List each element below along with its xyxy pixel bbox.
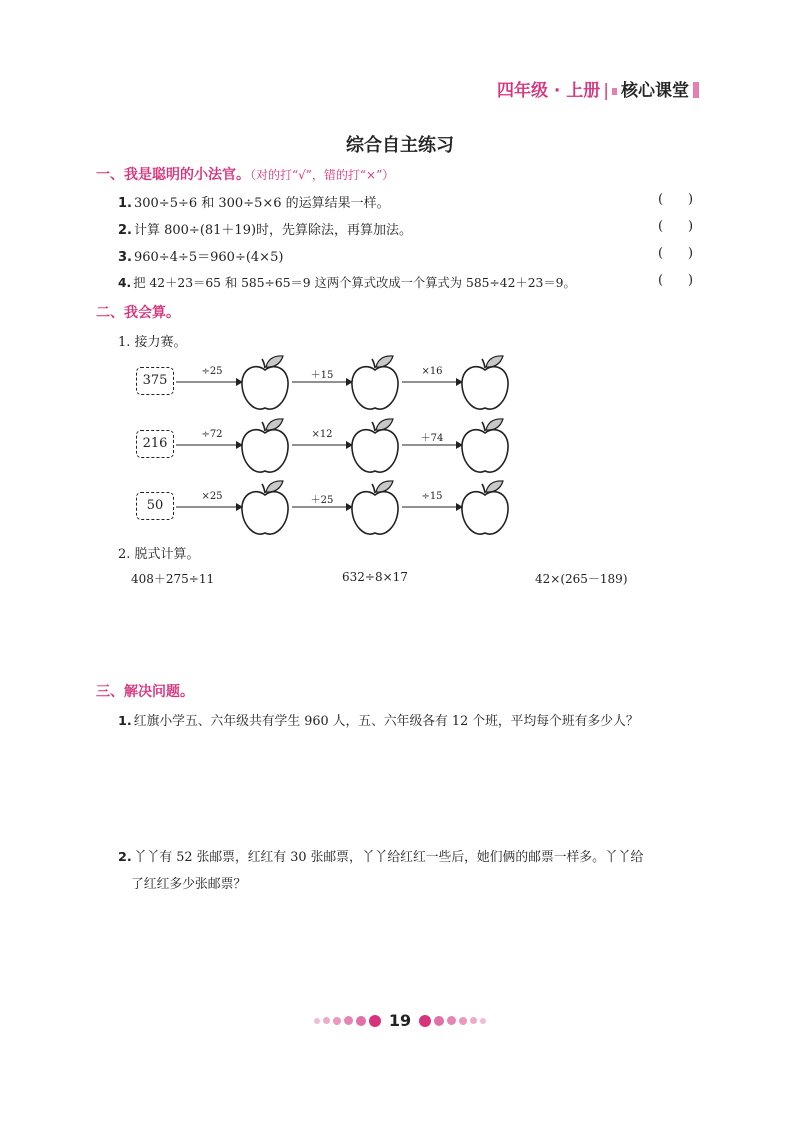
problem-text-2: 丫丫有 52 张邮票，红红有 30 张邮票，丫丫给红红一些后，她们俩的邮票一样多。丫丫给 [133,850,644,865]
judge-question-1 [118,192,390,211]
problem-2-line-2: 了红红多少张邮票？ [131,877,247,892]
answer-paren-3[interactable]: ( ) [658,246,694,261]
relay-op-2-1: ÷72 [201,429,223,440]
judge-text-3: 960÷4÷5＝960÷(4×5) [133,250,284,265]
relay-arrow-2-3 [400,441,464,449]
page-footer [0,1010,800,1030]
calc-label: 2. 脱式计算。 [118,547,200,562]
problem-number-2: 2. [118,850,132,865]
answer-paren-1[interactable]: ( ) [658,192,694,207]
footer-dot-icon [419,1015,431,1027]
apple-answer-2-3[interactable] [461,418,511,474]
relay-arrow-1-3 [400,378,464,386]
footer-dot-icon [344,1016,353,1025]
relay-arrow-2-2 [290,441,354,449]
header-course: 核心课堂 [621,81,690,101]
apple-answer-3-3[interactable] [461,480,511,536]
apple-answer-1-1[interactable] [241,355,291,411]
judge-number-1: 1. [118,196,132,211]
page-number: 19 [388,1011,412,1030]
section2-heading: 二、我会算。 [96,305,180,321]
relay-start-1: 375 [136,367,174,395]
judge-question-3 [118,246,283,265]
calc-expr-1: 408＋275÷11 [131,572,215,586]
judge-text-2: 计算 800÷(81＋19)时，先算除法，再算加法。 [133,223,413,238]
section1-heading-text: 一、我是聪明的小法官。 [96,167,250,183]
relay-label: 1. 接力赛。 [118,335,187,350]
relay-start-3: 50 [136,492,174,520]
header-separator: | [603,81,610,101]
problem-text-1: 红旗小学五、六年级共有学生 960 人，五、六年级各有 12 个班，平均每个班有多少人？ [133,714,639,729]
judge-question-4 [118,273,576,291]
relay-op-1-1: ÷25 [201,366,223,377]
footer-dot-icon [369,1015,381,1027]
relay-arrow-1-2 [290,378,354,386]
relay-arrow-3-1 [174,503,244,511]
relay-op-3-3: ÷15 [421,491,443,502]
relay-op-1-2: ＋15 [310,370,334,381]
apple-answer-2-2[interactable] [351,418,401,474]
judge-number-4: 4. [118,276,132,290]
footer-dot-icon [333,1017,341,1025]
section1-note: （对的打“√”，错的打“×”） [250,168,395,182]
footer-dot-icon [323,1017,330,1024]
apple-answer-3-1[interactable] [241,480,291,536]
answer-paren-4[interactable]: ( ) [658,273,694,288]
problem-1 [118,710,639,729]
calc-expr-2: 632÷8×17 [342,570,408,584]
footer-dot-icon [480,1018,486,1024]
apple-answer-3-2[interactable] [351,480,401,536]
section3-heading: 三、解决问题。 [96,684,194,700]
relay-arrow-2-1 [174,441,244,449]
calc-expr-3: 42×(265－189) [535,572,628,586]
problem-2-line-1 [118,846,643,865]
header-bar-icon [693,82,699,98]
apple-answer-2-1[interactable] [241,418,291,474]
judge-text-4: 把 42＋23＝65 和 585÷65＝9 这两个算式改成一个算式为 585÷42＋23＝9。 [133,276,576,290]
relay-op-3-1: ×25 [201,491,223,502]
footer-dot-icon [356,1016,366,1026]
header-grade: 四年级 · 上册 [497,81,601,101]
header-square-icon [612,88,617,95]
relay-op-1-3: ×16 [421,366,443,377]
footer-dot-icon [434,1016,444,1026]
footer-dot-icon [447,1016,456,1025]
page-title: 综合自主练习 [346,135,454,156]
judge-text-1: 300÷5÷6 和 300÷5×6 的运算结果一样。 [133,196,390,211]
relay-op-2-3: ＋74 [420,433,444,444]
apple-answer-1-2[interactable] [351,355,401,411]
answer-paren-2[interactable]: ( ) [658,219,694,234]
judge-number-3: 3. [118,250,132,265]
judge-number-2: 2. [118,223,132,238]
judge-question-2 [118,219,412,238]
relay-op-2-2: ×12 [311,429,333,440]
relay-arrow-1-1 [174,378,244,386]
relay-arrow-3-3 [400,503,464,511]
footer-dot-icon [459,1017,467,1025]
relay-start-2: 216 [136,430,174,458]
section1-heading [96,164,394,184]
apple-answer-1-3[interactable] [461,355,511,411]
footer-dot-icon [314,1018,320,1024]
footer-dot-icon [470,1017,477,1024]
relay-arrow-3-2 [290,503,354,511]
problem-number-1: 1. [118,714,132,729]
relay-op-3-2: ＋25 [310,495,334,506]
header-banner [497,76,699,101]
